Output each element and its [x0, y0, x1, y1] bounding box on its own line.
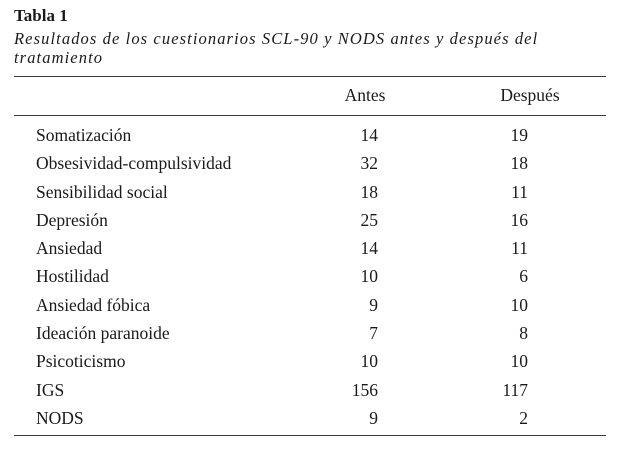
bottom-rule: [14, 435, 606, 436]
table-row: [0, 264, 622, 292]
value-despues: 6: [519, 266, 528, 287]
column-header-antes: Antes: [344, 85, 386, 105]
table-row: [0, 180, 622, 208]
row-label: Psicoticismo: [36, 351, 126, 372]
table-row: [0, 293, 622, 321]
header-rule: [14, 115, 606, 116]
value-despues: 10: [510, 294, 528, 315]
table-row: [0, 321, 622, 349]
value-antes: 18: [360, 181, 378, 202]
table-body: [0, 123, 622, 434]
row-label: IGS: [36, 379, 65, 400]
row-label: Ideación paranoide: [36, 323, 170, 344]
column-header-despues: Después: [500, 85, 560, 105]
value-antes: 7: [369, 323, 378, 344]
value-despues: 2: [519, 407, 528, 428]
table-row: [0, 123, 622, 151]
table-row: [0, 349, 622, 377]
top-rule: [14, 76, 606, 77]
value-despues: 18: [510, 153, 528, 174]
value-antes: 9: [369, 294, 378, 315]
table-caption: Resultados de los cuestionarios SCL-90 y NODS antes y después del tratamiento: [14, 29, 539, 67]
row-label: Hostilidad: [36, 266, 109, 287]
value-despues: 117: [502, 379, 528, 400]
table-row: [0, 151, 622, 179]
value-despues: 11: [511, 181, 528, 202]
value-antes: 9: [369, 407, 378, 428]
row-label: Sensibilidad social: [36, 181, 168, 202]
value-antes: 25: [360, 209, 378, 230]
value-despues: 11: [511, 238, 528, 259]
value-antes: 14: [360, 125, 378, 145]
row-label: NODS: [36, 407, 84, 428]
table-row: [0, 406, 622, 434]
value-despues: 16: [510, 209, 528, 230]
value-antes: 10: [360, 351, 378, 372]
value-antes: 156: [351, 379, 378, 400]
value-antes: 14: [360, 238, 378, 259]
row-label: Ansiedad fóbica: [36, 294, 151, 315]
row-label: Somatización: [36, 125, 132, 145]
row-label: Obsesividad-compulsividad: [36, 153, 232, 174]
value-antes: 10: [360, 266, 378, 287]
value-despues: 19: [510, 125, 528, 145]
table-label: Tabla 1: [14, 6, 68, 25]
table-row: [0, 208, 622, 236]
table-row: [0, 236, 622, 264]
value-antes: 32: [360, 153, 378, 174]
row-label: Ansiedad: [36, 238, 103, 259]
value-despues: 10: [510, 351, 528, 372]
table-row: [0, 378, 622, 406]
value-despues: 8: [519, 323, 528, 344]
row-label: Depresión: [36, 209, 108, 230]
